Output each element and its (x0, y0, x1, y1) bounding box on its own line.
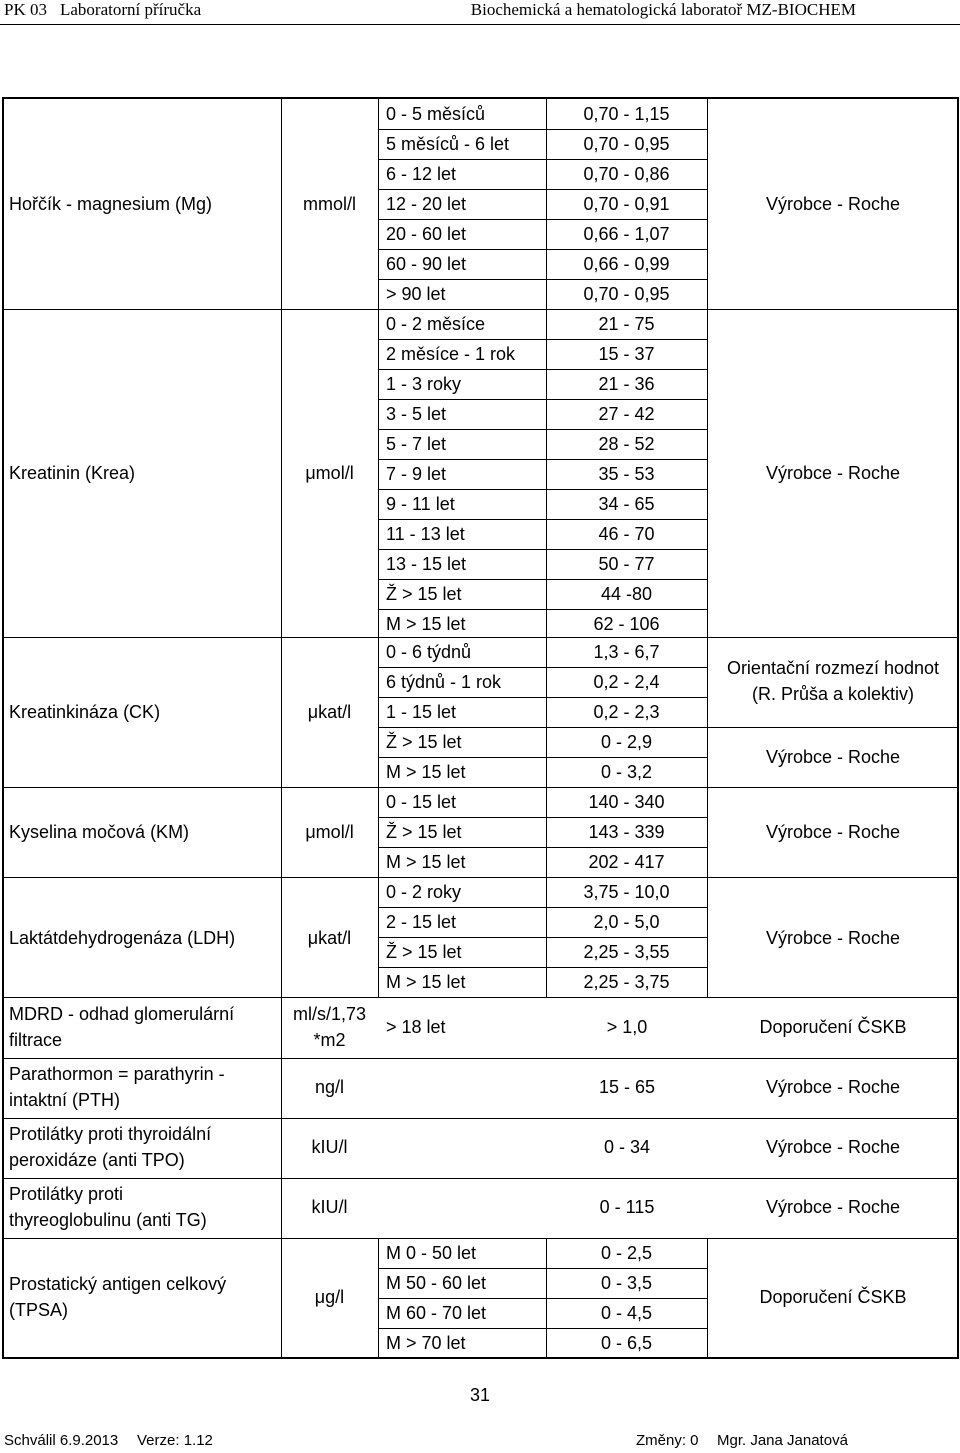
analyte-name-cont: filtrace (9, 1030, 63, 1050)
ref-value: 21 - 36 (598, 374, 655, 394)
ref-value: 28 - 52 (598, 434, 655, 454)
age-range: 0 - 5 měsíců (386, 104, 486, 124)
analyte-unit: μg/l (314, 1287, 345, 1307)
ref-value: 0,66 - 0,99 (583, 254, 670, 274)
analyte-name: Kreatinin (Krea) (9, 463, 136, 483)
analyte-note: Výrobce - Roche (765, 1137, 901, 1157)
age-range: M > 15 let (386, 614, 466, 634)
grid-hline (378, 519, 707, 520)
age-range: Ž > 15 let (386, 942, 462, 962)
doc-code: PK 03 (4, 0, 47, 19)
analyte-unit: μmol/l (305, 822, 354, 842)
age-range: 12 - 20 let (386, 194, 467, 214)
analyte-name: Hořčík - magnesium (Mg) (9, 194, 213, 214)
ref-value: 0,70 - 0,95 (583, 284, 670, 304)
age-range: > 90 let (386, 284, 446, 304)
ref-value: 202 - 417 (588, 852, 665, 872)
grid-hline (378, 399, 707, 400)
grid-hline (378, 937, 707, 938)
ref-value: 2,25 - 3,75 (583, 972, 670, 992)
ref-value: 21 - 75 (598, 314, 655, 334)
page-number: 31 (469, 1385, 491, 1405)
age-range: 2 měsíce - 1 rok (386, 344, 516, 364)
age-range: 7 - 9 let (386, 464, 447, 484)
grid-hline (378, 189, 707, 190)
age-range: 60 - 90 let (386, 254, 467, 274)
ref-value: 62 - 106 (593, 614, 660, 634)
ref-value: 2,25 - 3,55 (583, 942, 670, 962)
age-range: 1 - 15 let (386, 702, 457, 722)
age-range: M > 70 let (386, 1333, 466, 1353)
analyte-note-source: (R. Průša a kolektiv) (751, 684, 915, 704)
age-range: 5 - 7 let (386, 434, 447, 454)
ref-value: 143 - 339 (588, 822, 665, 842)
ref-value: 0,70 - 0,95 (583, 134, 670, 154)
grid-hline (378, 219, 707, 220)
analyte-unit: μkat/l (307, 928, 352, 948)
ref-value: 0 - 2,5 (600, 1243, 653, 1263)
grid-hline (378, 1328, 707, 1329)
age-range: M > 15 let (386, 972, 466, 992)
age-range: 11 - 13 let (386, 524, 465, 544)
analyte-unit: kIU/l (311, 1197, 348, 1217)
analyte-name-cont: thyreoglobulinu (anti TG) (9, 1210, 207, 1230)
grid-hline (378, 967, 707, 968)
age-range: > 18 let (386, 1017, 446, 1037)
grid-hline (378, 489, 707, 490)
grid-hline (378, 579, 707, 580)
grid-hline (378, 757, 707, 758)
ref-value: 0 - 3,5 (600, 1273, 653, 1293)
grid-hline (2, 877, 959, 878)
ref-value: 35 - 53 (598, 464, 655, 484)
age-range: M > 15 let (386, 762, 466, 782)
grid-vline (378, 99, 379, 997)
analyte-unit: μmol/l (305, 463, 354, 483)
footer-author: Mgr. Jana Janatová (717, 1432, 848, 1449)
ref-value: 0 - 6,5 (600, 1333, 653, 1353)
grid-hline (378, 339, 707, 340)
age-range: M > 15 let (386, 852, 466, 872)
analyte-note: Výrobce - Roche (765, 463, 901, 483)
analyte-name: Laktátdehydrogenáza (LDH) (9, 928, 236, 948)
age-range: 2 - 15 let (386, 912, 457, 932)
age-range: M 60 - 70 let (386, 1303, 487, 1323)
ref-value: 1,3 - 6,7 (593, 642, 660, 662)
analyte-note: Doporučení ČSKB (759, 1017, 907, 1037)
grid-hline (2, 309, 959, 310)
grid-hline (707, 727, 959, 728)
ref-value: 0 - 115 (599, 1197, 655, 1217)
grid-hline (378, 369, 707, 370)
ref-value: 15 - 37 (598, 344, 655, 364)
age-range: 6 - 12 let (386, 164, 457, 184)
grid-hline (378, 459, 707, 460)
analyte-note-orientation: Orientační rozmezí hodnot (726, 658, 940, 678)
age-range: 0 - 2 roky (386, 882, 462, 902)
age-range: 9 - 11 let (386, 494, 455, 514)
ref-value: 2,0 - 5,0 (593, 912, 660, 932)
age-range: 13 - 15 let (386, 554, 467, 574)
grid-hline (378, 667, 707, 668)
ref-value: 0 - 2,9 (600, 732, 653, 752)
ref-value: 0,66 - 1,07 (583, 224, 670, 244)
grid-hline (378, 1268, 707, 1269)
grid-hline (2, 637, 959, 638)
analyte-unit: ml/s/1,73 (292, 1004, 367, 1024)
doc-title: Laboratorní příručka (60, 0, 202, 19)
age-range: Ž > 15 let (386, 584, 462, 604)
analyte-name: Kreatinkináza (CK) (9, 702, 161, 722)
analyte-note: Výrobce - Roche (765, 928, 901, 948)
footer-approved: Schválil 6.9.2013 (4, 1432, 119, 1449)
analyte-name: Prostatický antigen celkový (9, 1274, 227, 1294)
grid-hline (378, 817, 707, 818)
grid-hline (378, 907, 707, 908)
ref-value: > 1,0 (606, 1017, 648, 1037)
grid-hline (2, 1238, 959, 1239)
age-range: 1 - 3 roky (386, 374, 462, 394)
ref-value: 0 - 4,5 (600, 1303, 653, 1323)
analyte-name: Kyselina močová (KM) (9, 822, 190, 842)
ref-value: 3,75 - 10,0 (583, 882, 670, 902)
footer-version: Verze: 1.12 (137, 1432, 213, 1449)
age-range: 0 - 15 let (386, 792, 457, 812)
ref-value: 44 -80 (600, 584, 653, 604)
analyte-unit-cont: *m2 (313, 1030, 346, 1050)
analyte-name: Protilátky proti thyroidální (9, 1124, 212, 1144)
grid-hline (378, 727, 707, 728)
grid-hline (378, 129, 707, 130)
ref-value: 0 - 34 (603, 1137, 651, 1157)
analyte-note: Výrobce - Roche (765, 194, 901, 214)
age-range: 20 - 60 let (386, 224, 467, 244)
grid-hline (2, 1118, 959, 1119)
page-header (0, 0, 960, 24)
grid-hline (378, 847, 707, 848)
analyte-name-cont: intaktní (PTH) (9, 1090, 121, 1110)
grid-hline (378, 549, 707, 550)
ref-value: 15 - 65 (598, 1077, 656, 1097)
grid-hline (378, 1298, 707, 1299)
grid-hline (378, 609, 707, 610)
grid-hline (2, 1058, 959, 1059)
analyte-note: Výrobce - Roche (765, 822, 901, 842)
age-range: M 50 - 60 let (386, 1273, 487, 1293)
header-divider (0, 24, 960, 25)
ref-value: 0 - 3,2 (600, 762, 653, 782)
ref-value: 27 - 42 (598, 404, 655, 424)
grid-hline (378, 249, 707, 250)
lab-name: Biochemická a hematologická laboratoř MZ-BIOCHEM (470, 0, 856, 19)
analyte-name: MDRD - odhad glomerulární (9, 1004, 235, 1024)
analyte-unit: μkat/l (307, 702, 352, 722)
grid-hline (378, 429, 707, 430)
grid-vline (281, 99, 282, 1357)
ref-value: 0,70 - 0,86 (583, 164, 670, 184)
grid-hline (2, 1178, 959, 1179)
age-range: 0 - 6 týdnů (386, 642, 472, 662)
ref-value: 46 - 70 (598, 524, 655, 544)
ref-value: 34 - 65 (598, 494, 655, 514)
grid-hline (378, 697, 707, 698)
footer-changes: Změny: 0 (636, 1432, 699, 1449)
age-range: Ž > 15 let (386, 732, 462, 752)
grid-hline (2, 997, 959, 998)
ref-value: 0,2 - 2,3 (593, 702, 660, 722)
age-range: 6 týdnů - 1 rok (386, 672, 502, 692)
ref-value: 0,70 - 1,15 (583, 104, 670, 124)
age-range: M 0 - 50 let (386, 1243, 477, 1263)
age-range: 5 měsíců - 6 let (386, 134, 510, 154)
ref-value: 50 - 77 (598, 554, 655, 574)
grid-hline (378, 159, 707, 160)
analyte-name-cont: (TPSA) (9, 1300, 69, 1320)
ref-value: 0,70 - 0,91 (583, 194, 670, 214)
age-range: Ž > 15 let (386, 822, 462, 842)
ref-value: 140 - 340 (588, 792, 665, 812)
analyte-note: Výrobce - Roche (765, 1197, 901, 1217)
analyte-note: Výrobce - Roche (765, 1077, 901, 1097)
analyte-name: Parathormon = parathyrin - (9, 1064, 225, 1084)
age-range: 0 - 2 měsíce (386, 314, 486, 334)
analyte-name-cont: peroxidáze (anti TPO) (9, 1150, 185, 1170)
grid-hline (378, 279, 707, 280)
analyte-name: Protilátky proti (9, 1184, 124, 1204)
analyte-note: Doporučení ČSKB (759, 1287, 907, 1307)
ref-value: 0,2 - 2,4 (593, 672, 660, 692)
analyte-unit: kIU/l (311, 1137, 348, 1157)
grid-hline (2, 787, 959, 788)
analyte-unit: ng/l (314, 1077, 345, 1097)
age-range: 3 - 5 let (386, 404, 447, 424)
grid-vline (707, 99, 708, 997)
analyte-unit: mmol/l (303, 194, 356, 214)
analyte-note: Výrobce - Roche (765, 747, 901, 767)
